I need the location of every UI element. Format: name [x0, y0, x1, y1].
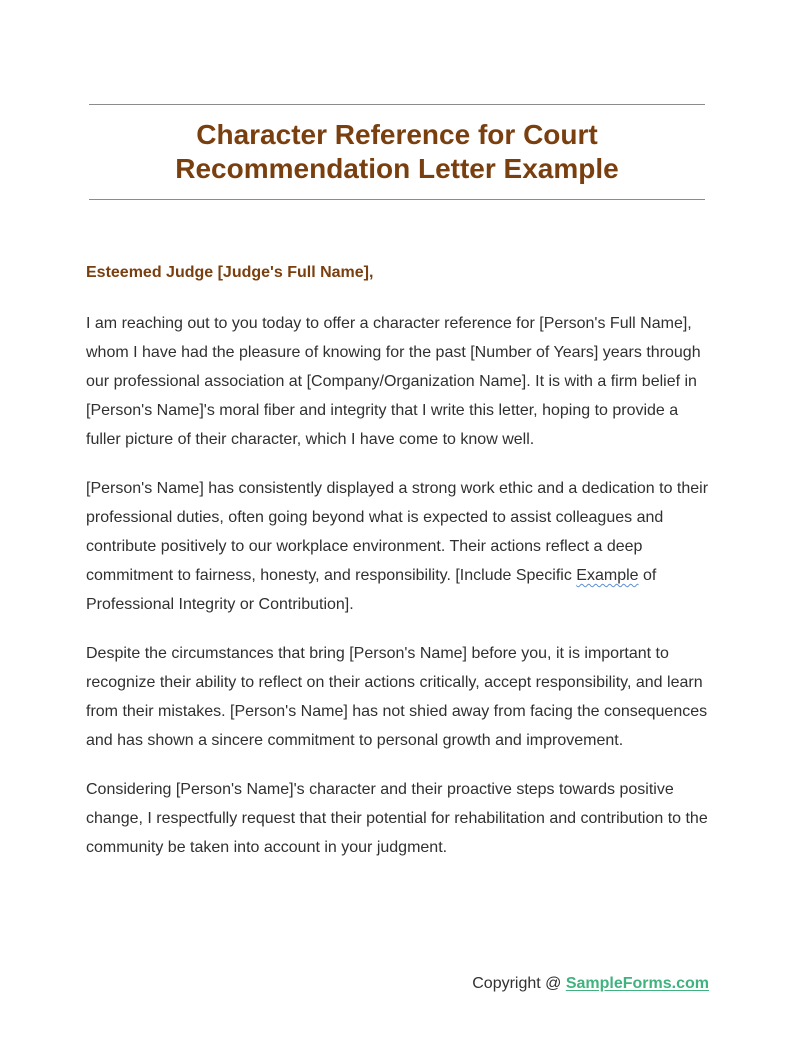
paragraph-3: Despite the circumstances that bring [Person's Name] before you, it is important to recognize their ability to reflect on their actions critically, accept responsibility, and learn from their mistakes. [Person's Name] has not shied away from facing the consequences and has shown a sincere commitment to personal growth and improvement.	[86, 645, 708, 749]
paragraph-4: Considering [Person's Name]'s character and their proactive steps towards positive change, I respectfully request that their potential for rehabilitation and contribution to the community be taken into account in your judgment.	[86, 781, 708, 856]
copyright-footer	[472, 973, 709, 995]
spellcheck-flagged-word: Example	[576, 567, 639, 584]
salutation: Esteemed Judge [Judge's Full Name],	[86, 264, 374, 281]
letter-body	[86, 309, 714, 882]
paragraph-2	[86, 474, 714, 619]
paragraph-2-text-before: [Person's Name] has consistently displayed a strong work ethic and a dedication to their professional duties, often going beyond what is expected to assist colleagues and contribute positively to our workplace environment. Their actions reflect a deep commitment to fairness, honesty, and responsibility. [Include Specific	[86, 480, 709, 584]
brand-link[interactable]: SampleForms.com	[565, 975, 709, 992]
document-title	[89, 118, 705, 186]
copyright-text: Copyright @	[472, 975, 566, 992]
paragraph-1: I am reaching out to you today to offer a character reference for [Person's Full Name], whom I have had the pleasure of knowing for the past [Number of Years] years through our professional association at [Company/Organization Name]. It is with a firm belief in [Person's Name]'s moral fiber and integrity that I write this letter, hoping to provide a fuller picture of their character, which I have come to know well.	[86, 315, 701, 448]
title-line-1: Character Reference for Court	[196, 119, 598, 150]
paragraph-2-text-after: of Professional Integrity or Contribution].	[86, 567, 657, 613]
title-line-2: Recommendation Letter Example	[175, 153, 619, 184]
title-bottom-rule	[89, 199, 705, 200]
title-top-rule	[89, 104, 705, 105]
